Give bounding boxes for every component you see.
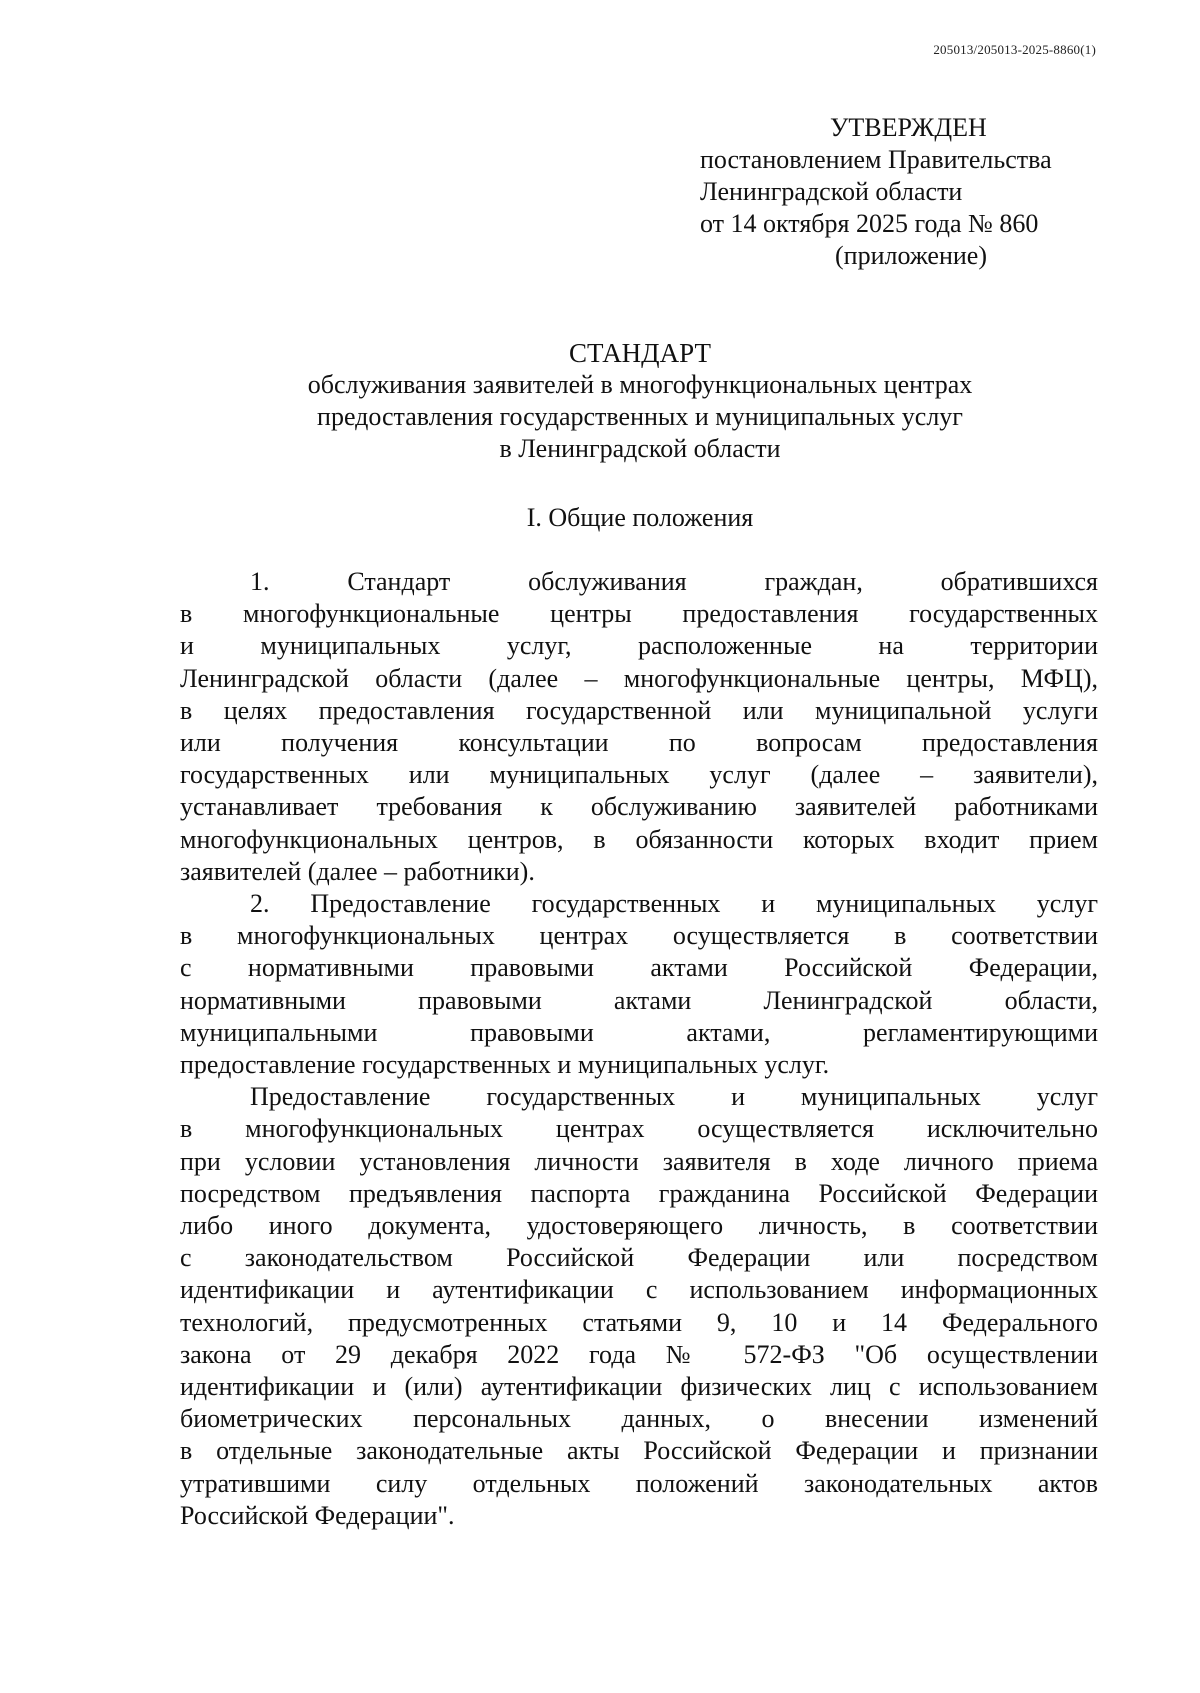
text-line: муниципальными правовыми актами, регламентирующими — [180, 1017, 1098, 1047]
section-heading: I. Общие положения — [526, 503, 754, 532]
text-line: посредством предъявления паспорта гражданина Российской Федерации — [180, 1178, 1098, 1208]
text-line: в целях предоставления государственной или муниципальной услуги — [180, 695, 1098, 725]
text-line: в многофункциональных центрах осуществляется в соответствии — [180, 921, 1098, 951]
document-title: СТАНДАРТ — [569, 338, 711, 368]
text-line: и муниципальных услуг, расположенные на территории — [180, 631, 1098, 661]
approval-appendix: (приложение) — [835, 241, 988, 270]
text-line: Российской Федерации". — [180, 1500, 455, 1530]
text-line: в отдельные законодательные акты Российской Федерации и признании — [180, 1436, 1098, 1466]
text-line: или получения консультации по вопросам предоставления — [180, 728, 1098, 758]
text-line: технологий, предусмотренных статьями 9, 10 и 14 Федерального — [180, 1307, 1098, 1337]
text-line: Ленинградской области (далее – многофункциональные центры, МФЦ), — [180, 663, 1098, 693]
paragraph-2 — [180, 888, 1098, 1081]
text-line: либо иного документа, удостоверяющего личность, в соответствии — [180, 1211, 1098, 1241]
document-subtitle-line-1: обслуживания заявителей в многофункциональных центрах — [307, 370, 973, 399]
text-line: с нормативными правовыми актами Российской Федерации, — [180, 953, 1098, 983]
text-line: идентификации и (или) аутентификации физических лиц с использованием — [180, 1372, 1098, 1402]
text-line: 1. Стандарт обслуживания граждан, обратившихся — [250, 567, 1098, 596]
text-line: при условии установления личности заявителя в ходе личного приема — [180, 1146, 1098, 1176]
text-line: многофункциональных центров, в обязанности которых входит прием — [180, 824, 1098, 854]
text-line: государственных или муниципальных услуг (далее – заявители), — [180, 760, 1098, 790]
document-registration-number: 205013/205013-2025-8860(1) — [933, 42, 1096, 57]
text-line: утратившими силу отдельных положений законодательных актов — [180, 1468, 1098, 1498]
approval-line-3: от 14 октября 2025 года № 860 — [700, 209, 1039, 238]
approval-line-1: постановлением Правительства — [700, 145, 1052, 174]
text-line: в многофункциональные центры предоставления государственных — [180, 599, 1098, 629]
text-line: с законодательством Российской Федерации или посредством — [180, 1243, 1098, 1273]
document-subtitle-line-3: в Ленинградской области — [499, 434, 781, 463]
text-line: нормативными правовыми актами Ленинградской области, — [180, 985, 1098, 1015]
text-line: предоставление государственных и муниципальных услуг. — [180, 1050, 830, 1080]
text-line: Предоставление государственных и муниципальных услуг — [250, 1082, 1098, 1112]
paragraph-3 — [180, 1081, 1098, 1532]
approval-line-2: Ленинградской области — [700, 177, 963, 206]
document-body — [180, 566, 1098, 1532]
text-line: 2. Предоставление государственных и муниципальных услуг — [250, 889, 1098, 919]
text-line: заявителей (далее – работники). — [180, 856, 535, 886]
approval-stamp-block — [700, 112, 1052, 272]
text-line: в многофункциональных центрах осуществляется исключительно — [180, 1114, 1098, 1144]
approval-heading: УТВЕРЖДЕН — [830, 113, 987, 142]
text-line: идентификации и аутентификации с использованием информационных — [180, 1275, 1098, 1305]
text-line: биометрических персональных данных, о внесении изменений — [180, 1404, 1098, 1434]
paragraph-1 — [180, 566, 1098, 888]
document-title-block — [180, 337, 1100, 465]
text-line: закона от 29 декабря 2022 года № 572-ФЗ "Об осуществлении — [180, 1339, 1098, 1369]
document-subtitle-line-2: предоставления государственных и муниципальных услуг — [317, 402, 963, 431]
text-line: устанавливает требования к обслуживанию заявителей работниками — [180, 792, 1098, 822]
